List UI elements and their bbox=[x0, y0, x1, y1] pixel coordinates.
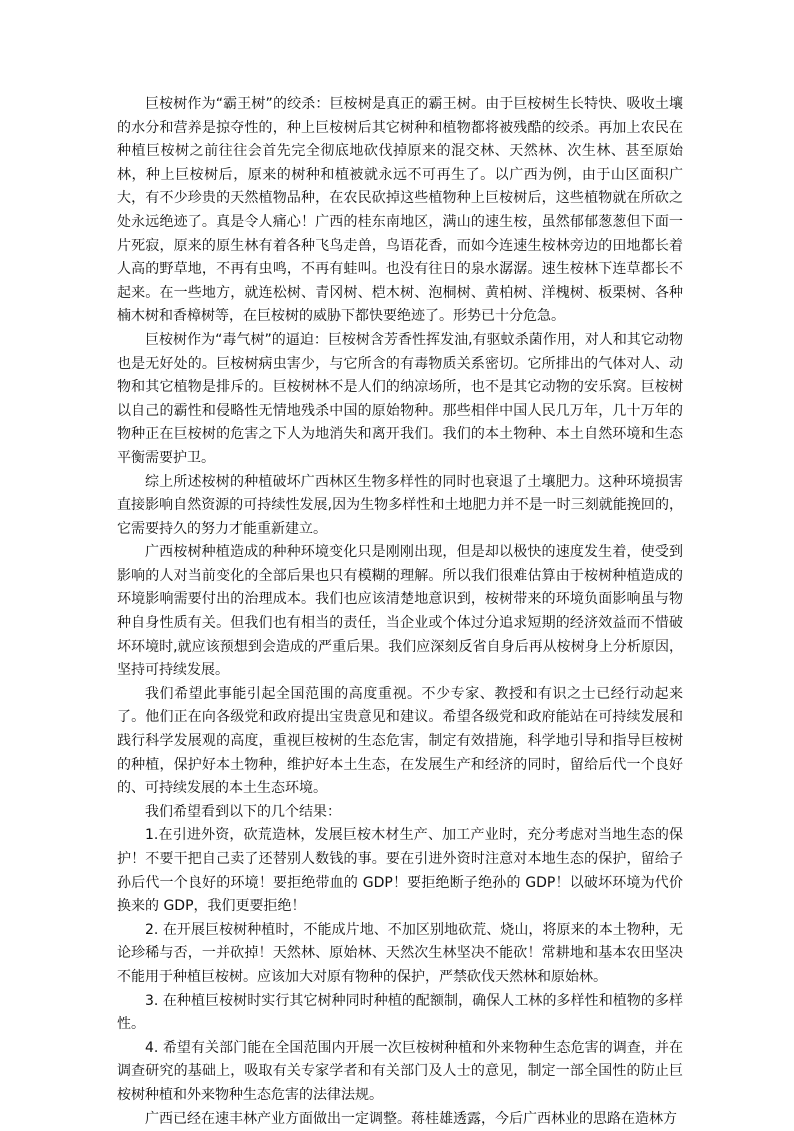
paragraph-result-2: 2. 在开展巨桉树种植时，不能成片地、不加区别地砍荒、烧山，将原来的本土物种，无论珍稀与否，一并砍掉！天然林、原始林、天然次生林坚决不能砍！常耕地和基本农田坚决不能用于种植巨桉树。应该加大对原有物种的保护，严禁砍伐天然林和原始林。 bbox=[117, 921, 683, 985]
document-page bbox=[117, 93, 683, 1131]
paragraph-result-3: 3. 在种植巨桉树时实行其它树种同时种植的配额制，确保人工林的多样性和植物的多样性。 bbox=[117, 992, 683, 1033]
paragraph-expected-results-intro: 我们希望看到以下的几个结果： bbox=[145, 803, 341, 820]
paragraph-environmental-change: 广西桉树种植造成的种种环境变化只是刚刚出现，但是却以极快的速度发生着，使受到影响的人对当前变化的全部后果也只有模糊的理解。所以我们很难估算由于桉树种植造成的环境影响需要付出的治理成本。我们也应该清楚地意识到，桉树带来的环境负面影响虽与物种自身性质有关。但我们也有相当的责任，当企业或个体过分追求短期的经济效益而不惜破坏环境时,就应该预想到会造成的严重后果。我们应深刻反省自身后再从桉树身上分析原因，坚持可持续发展。 bbox=[117, 544, 683, 679]
paragraph-poison-gas-tree: 巨桉树作为“毒气树”的逼迫：巨桉树含芳香性挥发油,有驱蚊杀菌作用，对人和其它动物也是无好处的。巨桉树病虫害少，与它所含的有毒物质关系密切。它所排出的气体对人、动物和其它植物是排斥的。巨桉树林不是人们的纳凉场所，也不是其它动物的安乐窝。巨桉树以自己的霸性和侵略性无情地残杀中国的原始物种。那些相伴中国人民几万年，几十万年的物种正在巨桉树的危害之下人为地消失和离开我们。我们的本土物种、本土自然环境和生态平衡需要护卫。 bbox=[117, 331, 683, 466]
paragraph-result-4: 4. 希望有关部门能在全国范围内开展一次巨桉树种植和外来物种生态危害的调查，并在调查研究的基础上，吸取有关专家学者和有关部门及人士的意见，制定一部全国性的防止巨桉树种植和外来物种生态危害的法律法规。 bbox=[117, 1039, 683, 1103]
paragraph-guangxi-adjustment: 广西已经在速丰林产业方面做出一定调整。蒋桂雄透露，今后广西林业的思路在造林方 bbox=[145, 1110, 677, 1127]
paragraph-national-attention: 我们希望此事能引起全国范围的高度重视。不少专家、教授和有识之士已经行动起来了。他们正在向各级党和政府提出宝贵意见和建议。希望各级党和政府能站在可持续发展和践行科学发展观的高度，重视巨桉树的生态危害，制定有效措施，科学地引导和指导巨桉树的种植，保护好本土物种，维护好本土生态，在发展生产和经济的同时，留给后代一个良好的、可持续发展的本土生态环境。 bbox=[117, 685, 683, 797]
paragraph-summary-biodiversity: 综上所述桉树的种植破坏广西林区生物多样性的同时也衰退了土壤肥力。这种环境损害直接影响自然资源的可持续性发展,因为生物多样性和土地肥力并不是一时三刻就能挽回的，它需要持久的努力才能重新建立。 bbox=[117, 473, 683, 537]
paragraph-result-1: 1.在引进外资，砍荒造林，发展巨桉木材生产、加工产业时，充分考虑对当地生态的保护！不要干把自己卖了还替别人数钱的事。要在引进外资时注意对本地生态的保护，留给子孙后代一个良好的环境！要拒绝带血的 GDP！要拒绝断子绝孙的 GDP！以破坏环境为代价换来的 GDP，我们更要拒绝！ bbox=[117, 827, 683, 915]
paragraph-giant-eucalyptus-strangling: 巨桉树作为“霸王树”的绞杀：巨桉树是真正的霸王树。由于巨桉树生长特快、吸收土壤的水分和营养是掠夺性的，种上巨桉树后其它树种和植物都将被残酷的绞杀。再加上农民在种植巨桉树之前往往会首先完全彻底地砍伐掉原来的混交林、天然林、次生林、甚至原始林，种上巨桉树后，原来的树种和植被就永远不可再生了。以广西为例，由于山区面积广大，有不少珍贵的天然植物品种，在农民砍掉这些植物种上巨桉树后，这些植物就在所砍之处永远绝迹了。真是令人痛心！广西的桂东南地区，满山的速生桉，虽然郁郁葱葱但下面一片死寂，原来的原生林有着各种飞鸟走兽，鸟语花香，而如今连速生桉林旁边的田地都长着人高的野草地，不再有虫鸣，不再有蛙叫。也没有往日的泉水潺潺。速生桉林下连草都长不起来。在一些地方，就连松树、青冈树、桤木树、泡桐树、黄柏树、洋槐树、板栗树、各种楠木树和香樟树等，在巨桉树的威胁下都快要绝迹了。形势已十分危急。 bbox=[117, 96, 683, 325]
